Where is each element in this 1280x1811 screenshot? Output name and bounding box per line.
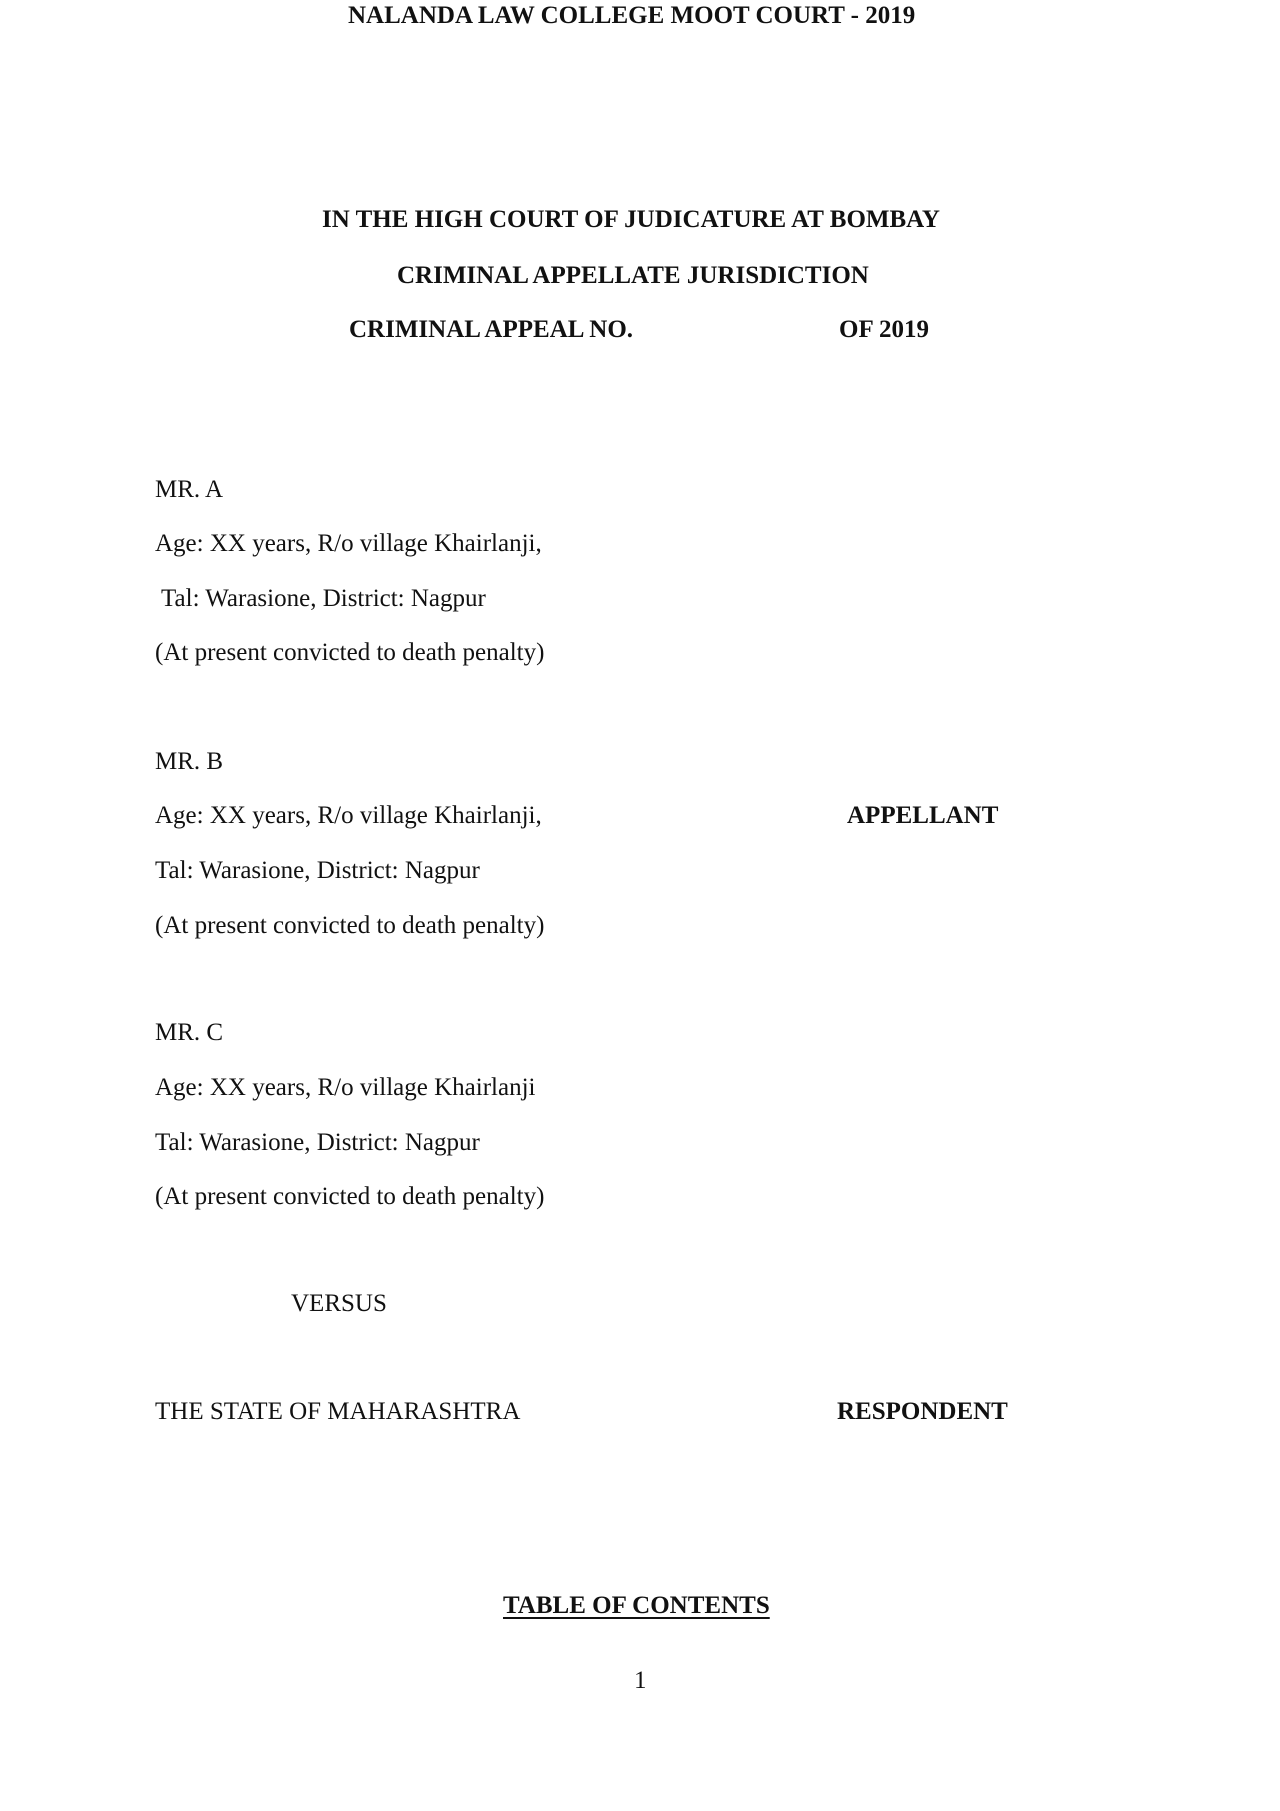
appellant-c-age: Age: XX years, R/o village Khairlanji xyxy=(155,1074,536,1101)
appellant-label: APPELLANT xyxy=(847,802,999,829)
running-header: NALANDA LAW COLLEGE MOOT COURT - 2019 xyxy=(348,2,916,29)
appeal-year: OF 2019 xyxy=(839,316,930,343)
appellant-a-age: Age: XX years, R/o village Khairlanji, xyxy=(155,530,542,557)
appellant-b-status: (At present convicted to death penalty) xyxy=(155,912,545,939)
appellant-c-tal: Tal: Warasione, District: Nagpur xyxy=(155,1129,480,1156)
appellant-a-name: MR. A xyxy=(155,476,224,503)
court-name: IN THE HIGH COURT OF JUDICATURE AT BOMBAY xyxy=(322,206,940,233)
appellant-b-age: Age: XX years, R/o village Khairlanji, xyxy=(155,802,542,829)
respondent-name: THE STATE OF MAHARASHTRA xyxy=(155,1398,521,1425)
toc-heading: TABLE OF CONTENTS xyxy=(503,1592,770,1619)
jurisdiction: CRIMINAL APPELLATE JURISDICTION xyxy=(397,262,869,289)
appellant-b-name: MR. B xyxy=(155,748,224,775)
appellant-c-status: (At present convicted to death penalty) xyxy=(155,1183,545,1210)
appellant-c-name: MR. C xyxy=(155,1019,224,1046)
appellant-a-tal: Tal: Warasione, District: Nagpur xyxy=(161,585,486,612)
appeal-number-label: CRIMINAL APPEAL NO. xyxy=(349,316,634,343)
appellant-a-status: (At present convicted to death penalty) xyxy=(155,639,545,666)
page-number: 1 xyxy=(634,1667,647,1694)
versus: VERSUS xyxy=(291,1290,387,1317)
appellant-b-tal: Tal: Warasione, District: Nagpur xyxy=(155,857,480,884)
respondent-label: RESPONDENT xyxy=(837,1398,1008,1425)
